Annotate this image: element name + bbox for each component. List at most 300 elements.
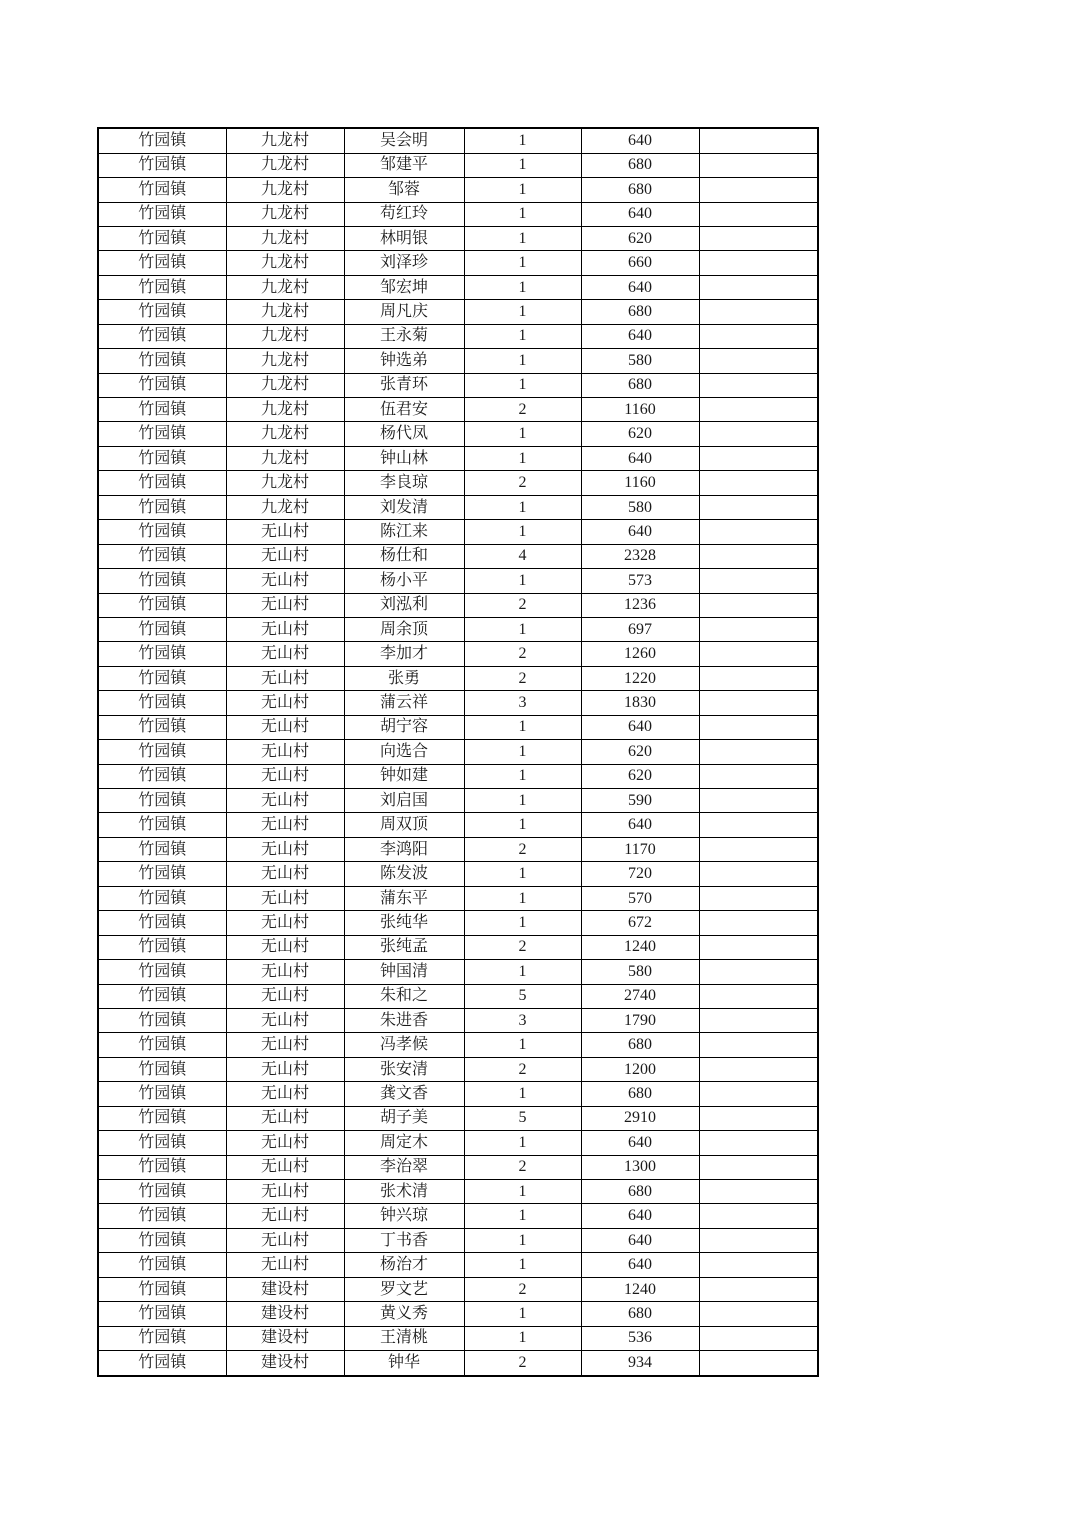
cell-person-name: 张青环 [344,373,464,397]
cell-note [699,398,818,422]
cell-note [699,422,818,446]
cell-count: 1 [464,226,581,250]
table-row [98,153,818,177]
table-row [98,373,818,397]
cell-person-name: 周余顶 [344,617,464,641]
cell-person-name: 陈发波 [344,862,464,886]
table-row [98,984,818,1008]
cell-town: 竹园镇 [98,666,226,690]
cell-village: 九龙村 [226,471,344,495]
cell-note [699,544,818,568]
cell-person-name: 向选合 [344,740,464,764]
cell-town: 竹园镇 [98,1155,226,1179]
cell-village: 无山村 [226,715,344,739]
cell-amount: 1160 [581,398,699,422]
table-row [98,862,818,886]
cell-person-name: 朱和之 [344,984,464,1008]
cell-town: 竹园镇 [98,324,226,348]
cell-town: 竹园镇 [98,1302,226,1326]
cell-person-name: 杨仕和 [344,544,464,568]
table-row [98,935,818,959]
cell-count: 2 [464,1057,581,1081]
cell-note [699,1253,818,1277]
cell-village: 九龙村 [226,202,344,226]
table-row [98,1008,818,1032]
cell-amount: 640 [581,275,699,299]
cell-village: 无山村 [226,740,344,764]
cell-town: 竹园镇 [98,373,226,397]
cell-person-name: 黄义秀 [344,1302,464,1326]
cell-count: 2 [464,593,581,617]
cell-count: 2 [464,1155,581,1179]
cell-town: 竹园镇 [98,1351,226,1376]
cell-amount: 1220 [581,666,699,690]
cell-count: 1 [464,1082,581,1106]
table-row [98,300,818,324]
cell-note [699,1228,818,1252]
cell-count: 1 [464,1326,581,1350]
cell-count: 2 [464,471,581,495]
cell-amount: 640 [581,1131,699,1155]
table-row [98,837,818,861]
cell-count: 1 [464,153,581,177]
cell-person-name: 钟华 [344,1351,464,1376]
cell-village: 无山村 [226,1204,344,1228]
table-row [98,1131,818,1155]
table-row [98,666,818,690]
cell-note [699,666,818,690]
table-row [98,1351,818,1376]
cell-town: 竹园镇 [98,153,226,177]
cell-person-name: 刘泓利 [344,593,464,617]
cell-village: 无山村 [226,520,344,544]
table-row [98,446,818,470]
cell-person-name: 张术清 [344,1180,464,1204]
cell-village: 九龙村 [226,275,344,299]
table-row [98,1033,818,1057]
cell-town: 竹园镇 [98,1253,226,1277]
cell-person-name: 李治翠 [344,1155,464,1179]
cell-note [699,1057,818,1081]
cell-village: 无山村 [226,1033,344,1057]
cell-amount: 640 [581,813,699,837]
cell-town: 竹园镇 [98,398,226,422]
cell-person-name: 张安清 [344,1057,464,1081]
table-row [98,544,818,568]
cell-town: 竹园镇 [98,569,226,593]
cell-note [699,1106,818,1130]
cell-note [699,373,818,397]
cell-town: 竹园镇 [98,593,226,617]
table-row [98,1277,818,1301]
cell-count: 5 [464,1106,581,1130]
cell-town: 竹园镇 [98,446,226,470]
cell-person-name: 钟国清 [344,960,464,984]
table-row [98,1106,818,1130]
cell-village: 无山村 [226,1082,344,1106]
cell-town: 竹园镇 [98,1180,226,1204]
cell-count: 1 [464,202,581,226]
table-row [98,1302,818,1326]
cell-note [699,520,818,544]
cell-village: 无山村 [226,862,344,886]
cell-person-name: 伍君安 [344,398,464,422]
cell-note [699,226,818,250]
cell-person-name: 刘泽珍 [344,251,464,275]
cell-note [699,1155,818,1179]
table-row [98,1180,818,1204]
cell-village: 无山村 [226,935,344,959]
cell-count: 2 [464,935,581,959]
table-row [98,764,818,788]
cell-note [699,1326,818,1350]
cell-village: 九龙村 [226,373,344,397]
cell-amount: 590 [581,789,699,813]
cell-village: 无山村 [226,544,344,568]
cell-town: 竹园镇 [98,1326,226,1350]
cell-count: 1 [464,1180,581,1204]
cell-count: 1 [464,569,581,593]
cell-amount: 680 [581,1082,699,1106]
cell-person-name: 蒲云祥 [344,691,464,715]
table-row [98,422,818,446]
cell-person-name: 钟兴琼 [344,1204,464,1228]
cell-amount: 680 [581,1302,699,1326]
cell-amount: 1236 [581,593,699,617]
cell-count: 4 [464,544,581,568]
cell-person-name: 周凡庆 [344,300,464,324]
cell-amount: 640 [581,520,699,544]
table-row [98,471,818,495]
cell-amount: 640 [581,1204,699,1228]
cell-person-name: 陈江来 [344,520,464,544]
cell-note [699,764,818,788]
cell-village: 无山村 [226,1180,344,1204]
table-row [98,813,818,837]
cell-town: 竹园镇 [98,1057,226,1081]
cell-note [699,495,818,519]
cell-note [699,984,818,1008]
cell-person-name: 张纯华 [344,911,464,935]
cell-count: 1 [464,520,581,544]
cell-town: 竹园镇 [98,789,226,813]
cell-village: 九龙村 [226,178,344,202]
cell-town: 竹园镇 [98,128,226,153]
cell-person-name: 朱进香 [344,1008,464,1032]
cell-amount: 1300 [581,1155,699,1179]
cell-note [699,1131,818,1155]
table-row [98,128,818,153]
cell-person-name: 李良琼 [344,471,464,495]
cell-town: 竹园镇 [98,275,226,299]
cell-note [699,569,818,593]
cell-count: 1 [464,349,581,373]
cell-count: 5 [464,984,581,1008]
cell-amount: 680 [581,1180,699,1204]
table-row [98,617,818,641]
table-row [98,324,818,348]
table-row [98,1228,818,1252]
cell-town: 竹园镇 [98,226,226,250]
cell-town: 竹园镇 [98,251,226,275]
cell-village: 九龙村 [226,251,344,275]
table-row [98,886,818,910]
cell-village: 无山村 [226,911,344,935]
table-row [98,1253,818,1277]
cell-count: 1 [464,422,581,446]
cell-person-name: 邹宏坤 [344,275,464,299]
cell-village: 无山村 [226,642,344,666]
cell-amount: 640 [581,202,699,226]
cell-person-name: 丁书香 [344,1228,464,1252]
table-row [98,691,818,715]
cell-amount: 570 [581,886,699,910]
cell-count: 2 [464,398,581,422]
cell-amount: 580 [581,495,699,519]
cell-town: 竹园镇 [98,837,226,861]
cell-person-name: 王清桃 [344,1326,464,1350]
cell-note [699,324,818,348]
cell-note [699,1351,818,1376]
cell-note [699,715,818,739]
cell-village: 无山村 [226,813,344,837]
cell-village: 无山村 [226,984,344,1008]
cell-count: 1 [464,324,581,348]
cell-note [699,740,818,764]
table-row [98,202,818,226]
cell-person-name: 李鸿阳 [344,837,464,861]
table-row [98,789,818,813]
cell-town: 竹园镇 [98,1277,226,1301]
cell-amount: 680 [581,300,699,324]
cell-village: 无山村 [226,1106,344,1130]
cell-amount: 1790 [581,1008,699,1032]
table-row [98,1326,818,1350]
cell-amount: 620 [581,422,699,446]
cell-amount: 1160 [581,471,699,495]
cell-village: 建设村 [226,1351,344,1376]
cell-count: 1 [464,715,581,739]
cell-amount: 536 [581,1326,699,1350]
cell-town: 竹园镇 [98,960,226,984]
cell-town: 竹园镇 [98,911,226,935]
cell-village: 无山村 [226,569,344,593]
cell-amount: 1240 [581,1277,699,1301]
cell-town: 竹园镇 [98,300,226,324]
cell-town: 竹园镇 [98,935,226,959]
cell-count: 1 [464,373,581,397]
cell-note [699,935,818,959]
cell-village: 九龙村 [226,324,344,348]
cell-village: 建设村 [226,1326,344,1350]
cell-amount: 620 [581,764,699,788]
table-row [98,226,818,250]
cell-town: 竹园镇 [98,642,226,666]
cell-count: 2 [464,1277,581,1301]
cell-amount: 573 [581,569,699,593]
cell-count: 1 [464,764,581,788]
cell-note [699,153,818,177]
cell-person-name: 吴会明 [344,128,464,153]
cell-town: 竹园镇 [98,202,226,226]
cell-note [699,251,818,275]
cell-amount: 680 [581,373,699,397]
table-row [98,740,818,764]
cell-town: 竹园镇 [98,1228,226,1252]
cell-amount: 640 [581,128,699,153]
cell-village: 建设村 [226,1277,344,1301]
cell-count: 1 [464,1228,581,1252]
cell-amount: 640 [581,715,699,739]
cell-town: 竹园镇 [98,1131,226,1155]
cell-count: 1 [464,300,581,324]
cell-village: 无山村 [226,1131,344,1155]
cell-person-name: 胡子美 [344,1106,464,1130]
cell-person-name: 冯孝候 [344,1033,464,1057]
cell-town: 竹园镇 [98,764,226,788]
cell-person-name: 邹蓉 [344,178,464,202]
table-row [98,275,818,299]
cell-amount: 2740 [581,984,699,1008]
cell-count: 1 [464,1131,581,1155]
cell-village: 九龙村 [226,128,344,153]
cell-count: 1 [464,862,581,886]
cell-count: 1 [464,178,581,202]
cell-amount: 680 [581,1033,699,1057]
cell-town: 竹园镇 [98,691,226,715]
cell-note [699,1082,818,1106]
cell-note [699,128,818,153]
cell-count: 1 [464,446,581,470]
cell-amount: 580 [581,349,699,373]
cell-note [699,349,818,373]
cell-count: 1 [464,740,581,764]
cell-count: 1 [464,1033,581,1057]
cell-village: 无山村 [226,666,344,690]
cell-count: 1 [464,128,581,153]
cell-village: 九龙村 [226,398,344,422]
cell-note [699,837,818,861]
cell-person-name: 杨治才 [344,1253,464,1277]
cell-person-name: 周定木 [344,1131,464,1155]
cell-amount: 680 [581,153,699,177]
cell-village: 无山村 [226,1228,344,1252]
cell-note [699,593,818,617]
cell-note [699,1033,818,1057]
table-row [98,642,818,666]
cell-count: 1 [464,275,581,299]
cell-amount: 640 [581,446,699,470]
cell-person-name: 钟山林 [344,446,464,470]
cell-town: 竹园镇 [98,349,226,373]
cell-village: 无山村 [226,886,344,910]
cell-town: 竹园镇 [98,422,226,446]
cell-person-name: 钟选弟 [344,349,464,373]
cell-count: 1 [464,617,581,641]
cell-person-name: 邹建平 [344,153,464,177]
cell-town: 竹园镇 [98,886,226,910]
cell-person-name: 张勇 [344,666,464,690]
cell-village: 无山村 [226,691,344,715]
cell-note [699,275,818,299]
table-row [98,178,818,202]
cell-town: 竹园镇 [98,471,226,495]
cell-village: 九龙村 [226,226,344,250]
cell-village: 无山村 [226,617,344,641]
table-row [98,349,818,373]
cell-note [699,960,818,984]
records-table-wrap [97,127,817,1377]
cell-count: 1 [464,1253,581,1277]
cell-person-name: 王永菊 [344,324,464,348]
cell-amount: 1260 [581,642,699,666]
cell-amount: 680 [581,178,699,202]
cell-amount: 660 [581,251,699,275]
cell-town: 竹园镇 [98,544,226,568]
cell-count: 1 [464,789,581,813]
cell-count: 1 [464,1204,581,1228]
cell-village: 无山村 [226,593,344,617]
cell-town: 竹园镇 [98,1033,226,1057]
cell-village: 九龙村 [226,153,344,177]
cell-town: 竹园镇 [98,813,226,837]
cell-village: 无山村 [226,1253,344,1277]
cell-note [699,886,818,910]
table-row [98,251,818,275]
cell-amount: 934 [581,1351,699,1376]
cell-village: 无山村 [226,1008,344,1032]
table-row [98,398,818,422]
cell-note [699,862,818,886]
cell-amount: 620 [581,226,699,250]
cell-note [699,446,818,470]
cell-village: 九龙村 [226,446,344,470]
cell-amount: 640 [581,1228,699,1252]
cell-count: 2 [464,837,581,861]
cell-person-name: 张纯孟 [344,935,464,959]
table-row [98,911,818,935]
cell-town: 竹园镇 [98,1008,226,1032]
cell-person-name: 李加才 [344,642,464,666]
table-row [98,569,818,593]
cell-count: 1 [464,886,581,910]
cell-town: 竹园镇 [98,1106,226,1130]
cell-amount: 720 [581,862,699,886]
cell-count: 2 [464,666,581,690]
cell-amount: 1200 [581,1057,699,1081]
cell-note [699,471,818,495]
cell-note [699,642,818,666]
cell-amount: 580 [581,960,699,984]
cell-village: 九龙村 [226,495,344,519]
records-tbody [98,128,818,1376]
cell-amount: 1240 [581,935,699,959]
cell-note [699,789,818,813]
cell-count: 1 [464,960,581,984]
cell-village: 九龙村 [226,422,344,446]
cell-amount: 640 [581,324,699,348]
cell-amount: 2910 [581,1106,699,1130]
cell-note [699,813,818,837]
cell-amount: 1170 [581,837,699,861]
cell-count: 2 [464,642,581,666]
cell-town: 竹园镇 [98,984,226,1008]
cell-note [699,1180,818,1204]
cell-person-name: 罗文艺 [344,1277,464,1301]
cell-town: 竹园镇 [98,1082,226,1106]
cell-village: 无山村 [226,789,344,813]
table-row [98,715,818,739]
